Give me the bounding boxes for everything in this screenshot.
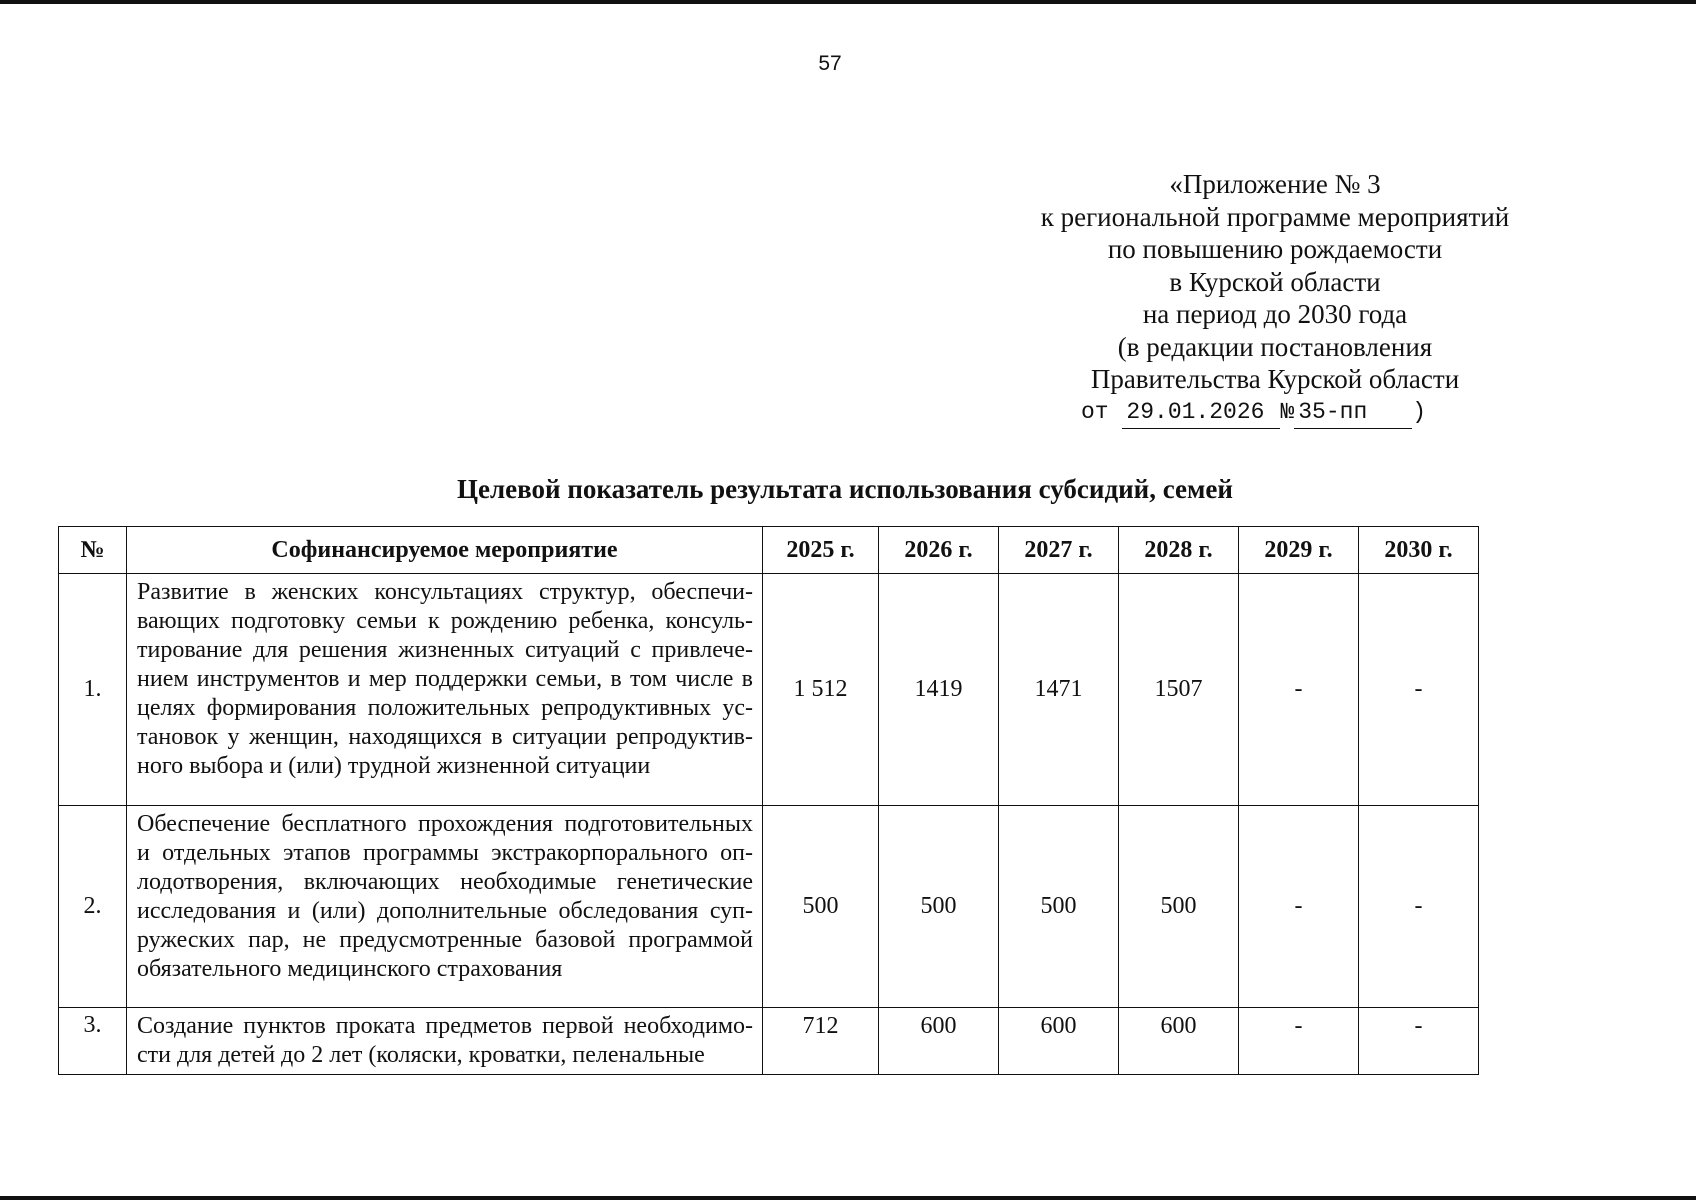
row-value-2028: 600 xyxy=(1119,1008,1239,1075)
appendix-line: по повышению рождаемости xyxy=(1107,234,1443,264)
table-row xyxy=(59,574,1479,806)
header-cell-2029: 2029 г. xyxy=(1239,527,1359,574)
row-value-2025: 500 xyxy=(763,806,879,1008)
header-cell-2030: 2030 г. xyxy=(1359,527,1479,574)
row-value-2026: 600 xyxy=(879,1008,999,1075)
row-value-2029: - xyxy=(1239,1008,1359,1075)
row-value-2025: 1 512 xyxy=(763,574,879,806)
row-activity: Создание пунктов проката предметов первой необходимо-сти для детей до 2 лет (коляски, кроватки, пеленальные xyxy=(127,1008,763,1075)
header-cell-2026: 2026 г. xyxy=(879,527,999,574)
page-bottom-border xyxy=(0,1196,1696,1200)
edition-closing: ) xyxy=(1412,398,1427,425)
row-value-2026: 1419 xyxy=(879,574,999,806)
appendix-line: «Приложение № 3 xyxy=(1169,169,1381,199)
header-cell-activity: Софинансируемое мероприятие xyxy=(127,527,763,574)
appendix-line: на период до 2030 года xyxy=(1142,299,1408,329)
edition-prefix: от xyxy=(1081,398,1109,425)
header-cell-2027: 2027 г. xyxy=(999,527,1119,574)
row-value-2027: 600 xyxy=(999,1008,1119,1075)
table-title: Целевой показатель результата использования субсидий, семей xyxy=(457,474,1233,504)
edition-line xyxy=(1061,396,1545,430)
table-header-row xyxy=(59,527,1479,574)
row-number: 3. xyxy=(59,1008,127,1075)
indicators-table xyxy=(58,526,1479,1075)
row-value-2027: 1471 xyxy=(999,574,1119,806)
table-row xyxy=(59,1008,1479,1075)
row-value-2027: 500 xyxy=(999,806,1119,1008)
row-activity: Обеспечение бесплатного прохождения подготовительных и отдельных этапов программы экстракорпорального оп-лодотворения, включающих необходимые генетические исследования и (или) дополнительные обследования суп-ружеских пар, не предусмотренные базовой программой обязательного медицинского страхования xyxy=(127,806,763,1008)
header-cell-2025: 2025 г. xyxy=(763,527,879,574)
appendix-line: Правительства Курской области xyxy=(1090,364,1460,394)
header-cell-2028: 2028 г. xyxy=(1119,527,1239,574)
appendix-header xyxy=(1005,168,1545,429)
page-top-border xyxy=(0,0,1696,4)
row-number: 1. xyxy=(59,574,127,806)
row-value-2030: - xyxy=(1359,806,1479,1008)
edition-date: 29.01.2026 xyxy=(1122,396,1280,430)
row-value-2030: - xyxy=(1359,1008,1479,1075)
row-value-2029: - xyxy=(1239,574,1359,806)
page-number: 57 xyxy=(818,52,842,75)
header-cell-number: № xyxy=(59,527,127,574)
appendix-line: (в редакции постановления xyxy=(1117,331,1433,362)
row-value-2030: - xyxy=(1359,574,1479,806)
row-number: 2. xyxy=(59,806,127,1008)
table-row xyxy=(59,806,1479,1008)
appendix-line: к региональной программе мероприятий xyxy=(1040,201,1510,232)
row-value-2029: - xyxy=(1239,806,1359,1008)
edition-number-sign: № xyxy=(1280,398,1295,425)
row-activity: Развитие в женских консультациях структур, обеспечи-вающих подготовку семьи к рождению ребенка, консуль-тирование для решения жизненных ситуаций с привлече-нием инструментов и мер поддержки семьи, в том числе в целях формирования положительных репродуктивных ус-тановок у женщин, находящихся в ситуации репродуктив-ного выбора и (или) трудной жизненной ситуации xyxy=(127,574,763,806)
row-value-2026: 500 xyxy=(879,806,999,1008)
edition-number: 35-пп xyxy=(1294,396,1412,430)
row-value-2025: 712 xyxy=(763,1008,879,1075)
row-value-2028: 500 xyxy=(1119,806,1239,1008)
row-value-2028: 1507 xyxy=(1119,574,1239,806)
appendix-line: в Курской области xyxy=(1169,266,1381,297)
